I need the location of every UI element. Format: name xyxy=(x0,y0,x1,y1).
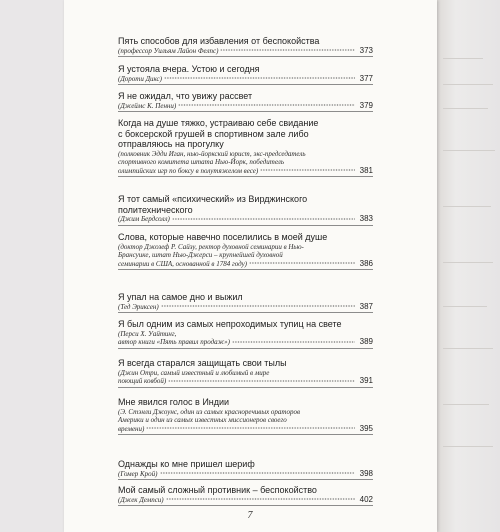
entry-title xyxy=(118,232,373,243)
entry-title-line: Слова, которые навечно поселились в моей душе xyxy=(118,232,328,242)
entry-title xyxy=(118,91,373,102)
entry-author-line: олимпийских игр по боксу в полутяжелом весе) xyxy=(118,166,259,175)
entry-title-line: Я тот самый «психический» из Вирджинского xyxy=(118,194,308,204)
entry-author-line: поющий ковбой) xyxy=(118,377,167,386)
entry-author-line: (Э. Стэнли Джоунс, один из самых красноречивых ораторов xyxy=(118,407,301,416)
dot-leader xyxy=(172,216,355,222)
entry-page-number: 381 xyxy=(359,165,373,175)
entry-page-number: 387 xyxy=(359,301,373,311)
entry-title xyxy=(118,194,373,215)
entry-author-line: (доктор Джозеф Р. Сайзу, ректор духовной семинарии в Нью- xyxy=(118,242,304,251)
entry-page-number: 383 xyxy=(359,214,373,223)
entry-author-line: (Дороти Дикс) xyxy=(118,74,162,83)
page-number: 7 xyxy=(247,510,253,521)
entry-title-line: политехнического xyxy=(118,204,193,215)
toc-entry[interactable] xyxy=(118,64,373,85)
entry-author-line: (профессор Уильям Лайон Фелпс) xyxy=(118,46,219,55)
entry-author-line: Америки и один из самых известных миссионеров своего xyxy=(118,416,287,425)
entry-title-line: Я был одним из самых непроходимых тупиц на свете xyxy=(118,319,342,329)
entry-title-line: с боксерской грушей в спортивном зале либо xyxy=(118,128,309,139)
dot-leader xyxy=(161,303,355,309)
entry-title xyxy=(118,397,373,408)
next-page-edge xyxy=(437,0,500,532)
entry-title xyxy=(118,319,373,330)
entry-author-line: (Джеймс К. Пенни) xyxy=(118,101,177,110)
entry-author-line: спортивного комитета штата Нью-Йорк, победитель xyxy=(118,158,285,167)
toc-entry[interactable] xyxy=(118,232,373,270)
entry-author-line: (Джин Отри, самый известный и любимый в мире xyxy=(118,368,270,377)
dot-leader xyxy=(164,75,355,81)
entry-page-number: 398 xyxy=(359,468,373,478)
entry-title xyxy=(118,485,373,496)
dot-leader xyxy=(146,425,355,431)
dot-leader xyxy=(220,47,355,53)
toc-entry[interactable] xyxy=(118,319,373,349)
entry-title xyxy=(118,292,373,303)
entry-author-line: (Тед Эриксен) xyxy=(118,302,159,311)
entry-title-line: Однажды ко мне пришел шериф xyxy=(118,459,255,469)
toc-entry[interactable] xyxy=(118,118,373,177)
toc-entry[interactable] xyxy=(118,358,373,388)
entry-title xyxy=(118,358,373,369)
entry-author-line: (Джим Бердсолл) xyxy=(118,215,170,223)
entry-title-line: Я устояла вчера. Устою и сегодня xyxy=(118,64,260,74)
entry-page-number: 386 xyxy=(359,258,373,268)
dot-leader xyxy=(166,496,355,502)
entry-author-line: времени) xyxy=(118,424,145,433)
entry-title-line: отправляюсь на прогулку xyxy=(118,139,224,149)
toc-entry[interactable] xyxy=(118,397,373,435)
toc-entry[interactable] xyxy=(118,194,373,226)
entry-author-line: автор книги «Пять правил продаж») xyxy=(118,338,231,347)
dot-leader xyxy=(178,102,355,108)
entry-author-line: (Джек Демпси) xyxy=(118,495,164,504)
entry-page-number: 379 xyxy=(359,100,373,110)
entry-title xyxy=(118,36,373,47)
toc-entry[interactable] xyxy=(118,91,373,112)
entry-title-line: Я не ожидал, что увижу рассвет xyxy=(118,91,253,101)
entry-title-line: Мне явился голос в Индии xyxy=(118,397,230,407)
entry-title xyxy=(118,64,373,75)
toc-entry[interactable] xyxy=(118,459,373,480)
toc-entry[interactable] xyxy=(118,485,373,506)
entry-page-number: 389 xyxy=(359,337,373,347)
entry-author-line: семинарии в США, основанной в 1784 году) xyxy=(118,259,248,268)
entry-title xyxy=(118,118,373,150)
entry-author-line: (Гомер Крой) xyxy=(118,469,158,478)
entry-title xyxy=(118,459,373,470)
toc-entry[interactable] xyxy=(118,36,373,57)
entry-page-number: 377 xyxy=(359,73,373,83)
dot-leader xyxy=(160,470,356,476)
entry-author-line: (полковник Эдди Иган, нью-йоркский юрист, экс-председатель xyxy=(118,149,306,158)
entry-author-line: Брансуике, штат Нью-Джерси – крупнейшей духовной xyxy=(118,251,283,260)
entry-title-line: Когда на душе тяжко, устраиваю себе свидание xyxy=(118,118,319,128)
toc-entry[interactable] xyxy=(118,292,373,313)
dot-leader xyxy=(260,167,355,173)
entry-page-number: 395 xyxy=(359,423,373,433)
entry-page-number: 373 xyxy=(359,45,373,55)
dot-leader xyxy=(232,339,355,345)
entry-page-number: 391 xyxy=(359,376,373,386)
entry-page-number: 402 xyxy=(359,494,373,504)
entry-title-line: Я всегда старался защищать свои тылы xyxy=(118,358,287,368)
entry-title-line: Пять способов для избавления от беспокойства xyxy=(118,36,320,46)
entry-title-line: Я упал на самое дно и выжил xyxy=(118,292,243,302)
dot-leader xyxy=(249,260,355,266)
entry-author-line: (Перси Х. Уайтинг, xyxy=(118,329,177,338)
dot-leader xyxy=(168,378,355,384)
entry-title-line: Мой самый сложный противник – беспокойство xyxy=(118,485,317,495)
